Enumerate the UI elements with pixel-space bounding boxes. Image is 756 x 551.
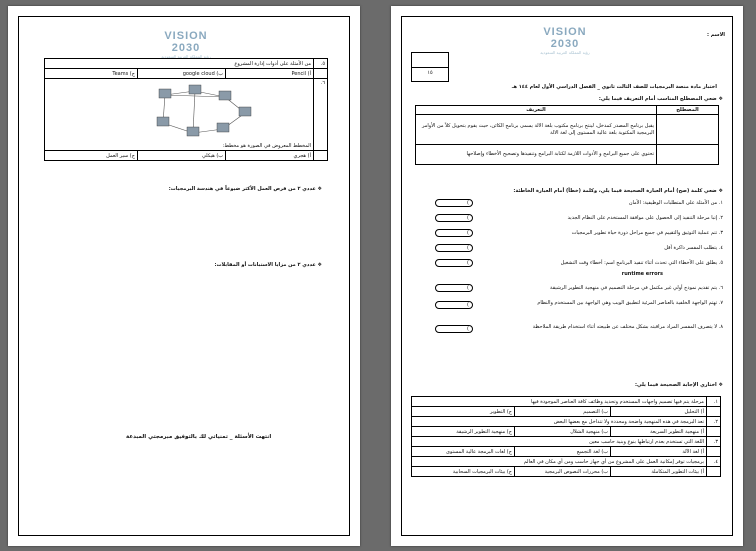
logo-text: VISION 2030 [543,26,587,50]
vision-2030-logo [533,26,597,55]
col-definition-header: التعريف [416,106,657,115]
tf-answer-slot[interactable]: ( [435,199,473,207]
option-c[interactable]: ج) بيئات البرمجيات السحابية [412,467,515,477]
tf-item: ٤. يتطلب المفسر ذاكرة أقل [664,245,723,251]
col-term-header: المصطلح [657,106,719,115]
option-a[interactable]: أ) Pencil [226,69,314,79]
logo-text: VISION 2030 [164,30,208,54]
question-number: ٦. [314,79,328,151]
tf-item: ١. من الأمثلة على المتطلبات الوظيفية: الأمان [628,200,723,206]
mcq-table [411,396,721,477]
question-stem: المخطط المعروض في الصورة هو مخطط: [222,143,311,149]
option-c[interactable]: ج) Teams [45,69,138,79]
option-a[interactable]: أ) بيئات التطوير المتكاملة [611,467,707,477]
question-stem: اللغة التي تستخدم بعدم ارتباطها بنوع وبنية حاسب معين [412,437,707,447]
tf-item: ٢. إتبا مرحلة التنفيذ إلى الحصول على موافقة المستخدم على النظام الجديد [567,215,723,221]
question-4-prompt: ❖ عددي ٢ من فرص العمل الأكثر ضيوعاً في هندسة البرمجيات: [168,186,322,192]
question-5-prompt: ❖ عددي ٢ من مزايا الاستبانات أو المقابلات: [214,262,322,268]
term-answer-cell[interactable] [657,115,719,145]
tf-item: ٥. يطلق على الأخطاء التي تحدث أثناء تنفيذ البرنامج اسم: أخطاء وقت التشغيل [560,260,723,266]
definition-cell: تحتوي على جميع البرامج و الأدوات اللازمة لكتابة البرامج وتنفيذها وتصحيح الأخطاء وإصلاحها [416,145,657,165]
question-number: ١. [707,397,721,407]
question-2-prompt: ❖ ضعي كلمة (صح) أمام العبارة الصحيحة فيما يلي، وكلمة (خطأ) أمام العبارة الخاطئة: [513,188,723,194]
option-b[interactable]: ب) هيكلي [138,151,226,161]
option-a[interactable]: أ) منهجية التطوير السريعة [611,427,707,437]
option-c[interactable]: ج) التطوير [412,407,515,417]
tf-answer-slot[interactable]: ( [435,244,473,252]
exam-title: اختبار مادة منصة البرمجيات للصف الثالث ثانوي _ الفصل الدراسي الأول لعام ١٤٤ هـ [511,84,717,90]
tf-answer-slot[interactable]: ( [435,301,473,309]
option-c[interactable]: ج) لغات البرمجة عالية المستوى [412,447,515,457]
tf-answer-slot[interactable]: ( [435,214,473,222]
question-number: ٤. [707,457,721,467]
option-b[interactable]: ب) google cloud [138,69,226,79]
tf-item: ٨. لا يتصرف المفسر المراد مراقبته بشكل مختلف عن طبيعته أثناء استخدام طريقة الملاحظة [532,324,723,330]
option-a[interactable]: أ) هجري [226,151,314,161]
tf-item: ٦. يتم تقديم نموذج أولي غير مكتمل في مرحلة التصميم في منهجية التطوير الرشيقة [550,285,723,291]
option-c[interactable]: ج) منهجية التطوير الرشيقة [412,427,515,437]
tf-answer-slot[interactable]: ( [435,229,473,237]
option-a[interactable]: أ) التحليل [611,407,707,417]
tf-answer-slot[interactable]: ( [435,259,473,267]
tf-item: ٣. تتم عملية التوثيق والتقييم في جميع مراحل دورة حياة تطوير البرمجيات [571,230,723,236]
question-stem: من الأمثلة على أدوات إدارة المشروع [45,59,314,69]
question-stem-cell [45,79,314,151]
question-3-prompt: ❖ اختاري الإجابة الصحيحة فيما يلي: [634,382,723,388]
question-stem: تعد البرمجة في هذه المنهجية واضحة ومحددة ولا تتداخل مع بعضها البعض [412,417,707,427]
page-right [391,6,743,546]
term-answer-cell[interactable] [657,145,719,165]
question-stem: مرحلة يتم فيها تصميم واجهات المستخدم وتحديد وظائف كافة العناصر الموجودة فيها [412,397,707,407]
mcq-continuation-table [44,58,328,161]
question-1-prompt: ❖ ضعي المصطلح المناسب أمام التعريف فيما يلي: [598,96,723,102]
exam-footer: انتهت الأسئلة _ تمنياتي لك بالتوفيق مبرمجتي المبدعة [126,434,272,440]
logo-subtext: رؤية المملكة العربية السعودية [161,54,211,59]
tf-item-continuation: runtime errors [621,271,663,277]
page-left [8,6,360,546]
question-number: ٣. [707,437,721,447]
grade-total: ١٥ [427,70,433,76]
vision-2030-logo [154,30,218,59]
option-a[interactable]: أ) لغة الآلة [611,447,707,457]
tf-answer-slot[interactable]: ( [435,325,473,333]
grade-box [411,52,449,82]
definition-cell: يقبل برنامج المصدر كمدخل، لينتج برنامج مكتوب بلغة الالة يسمى برنامج الكائن، حيث يقوم بتحويل كلاً من الأوامر البرمجية المكتوبة بلغة عالية المستوى إلى لغة الالة [416,115,657,145]
terms-table [415,105,719,165]
option-b[interactable]: ب) منهجية الشلال [515,427,611,437]
question-stem: برمجيات توفر إمكانية العمل على المشروع من أي جهاز حاسب ومن أي مكان في العالم [412,457,707,467]
logo-subtext: رؤية المملكة العربية السعودية [540,50,590,55]
option-c[interactable]: ج) سير العمل [45,151,138,161]
option-b[interactable]: ب) لغة التجميع [515,447,611,457]
question-number: ٥. [314,59,328,69]
tf-item: ٧. تهتم الواجهة الخلفية بالعناصر المرئية لتطبيق الويب وهي الواجهة بين المستخدم والنظام [537,300,723,306]
option-b[interactable]: ب) محررات النصوص البرمجية [515,467,611,477]
workflow-diagram-image [145,83,265,141]
option-b[interactable]: ب) التصميم [515,407,611,417]
question-number: ٢. [707,417,721,427]
student-name-label: الاسم : [706,32,725,38]
tf-answer-slot[interactable]: ( [435,284,473,292]
